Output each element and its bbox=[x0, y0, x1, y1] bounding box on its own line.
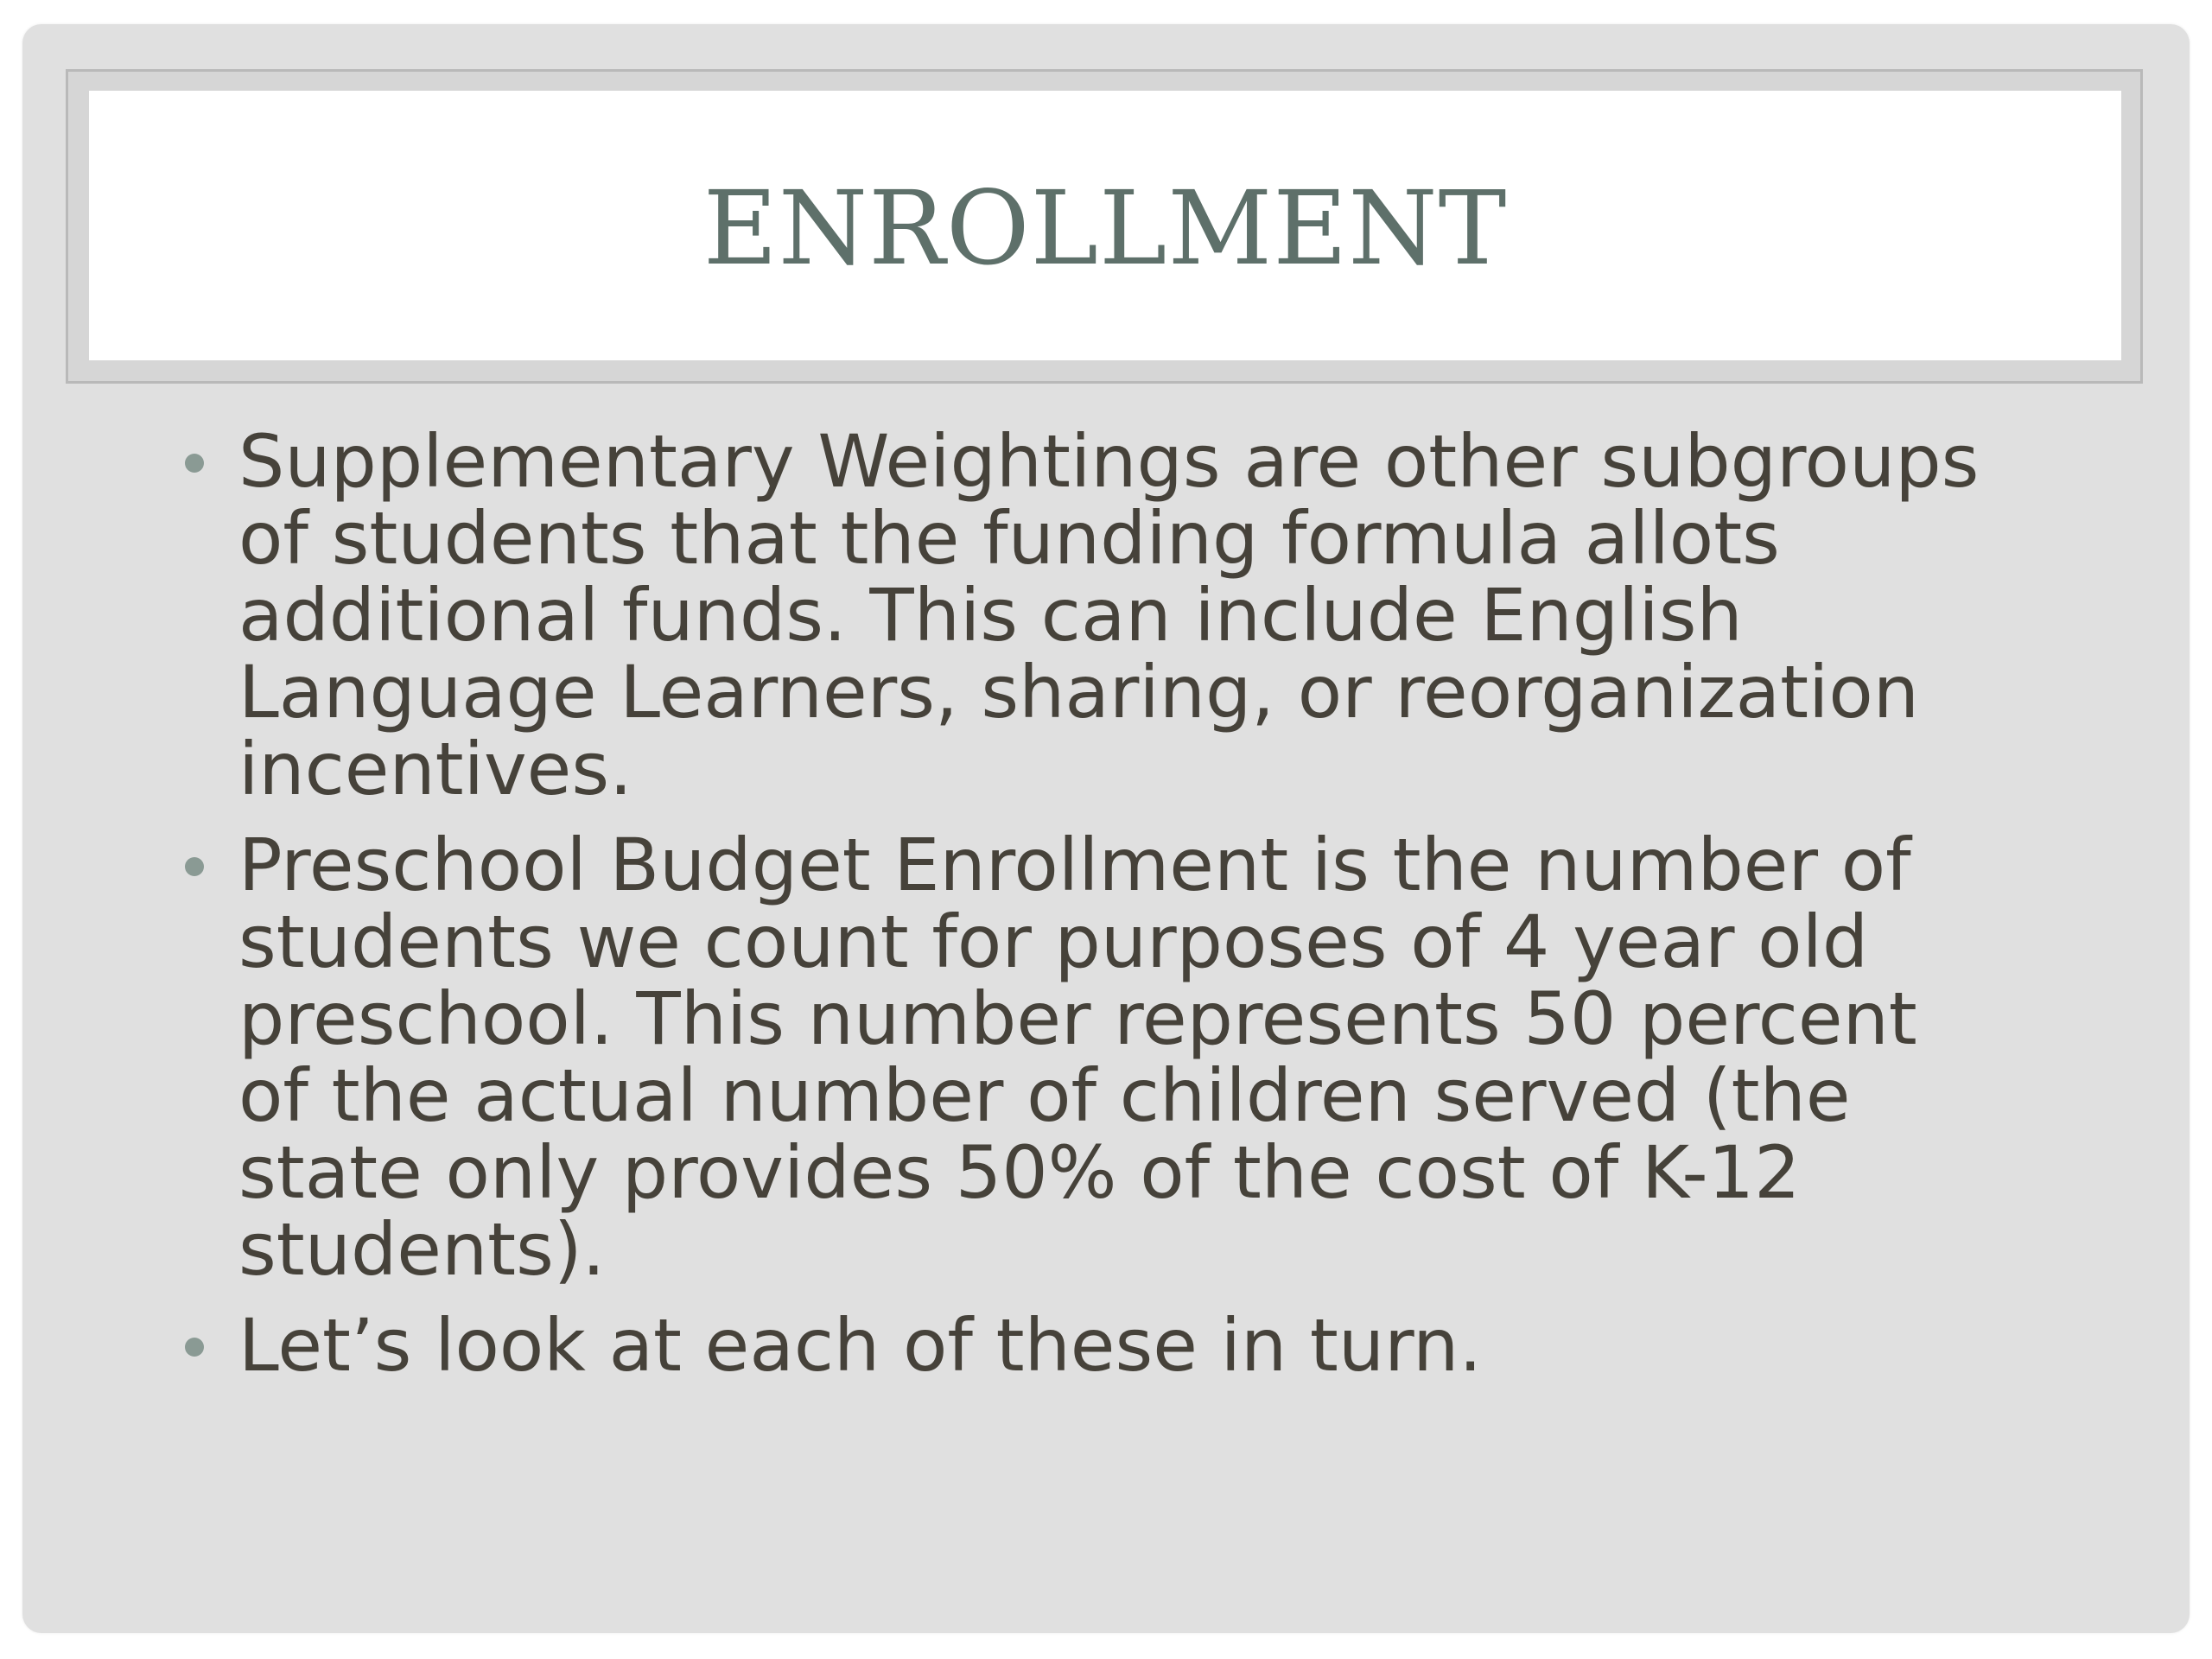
bullet-text: Supplementary Weightings are other subgroups of students that the funding formula allots additional funds. This can include English Language Learners, sharing, or reorganization incentives. bbox=[238, 419, 1980, 811]
slide bbox=[22, 24, 2190, 1633]
bullet-list bbox=[152, 419, 2105, 1403]
bullet-text: Preschool Budget Enrollment is the number of students we count for purposes of 4 year old preschool. This number represents 50 percent of the actual number of children served (the state only provides 50% of the cost of K-12 students). bbox=[238, 823, 1917, 1292]
slide-title: ENROLLMENT bbox=[702, 168, 1508, 288]
title-box bbox=[89, 91, 2121, 360]
bullet-dot-icon bbox=[185, 454, 204, 473]
bullet-item-preschool-budget-enrollment bbox=[152, 823, 2105, 1292]
bullet-item-look-at-each bbox=[152, 1303, 2105, 1388]
bullet-dot-icon bbox=[185, 857, 204, 876]
bullet-dot-icon bbox=[185, 1338, 204, 1357]
bullet-item-supplementary-weightings bbox=[152, 419, 2105, 811]
bullet-text: Let’s look at each of these in turn. bbox=[238, 1303, 1483, 1388]
title-frame bbox=[66, 69, 2143, 384]
